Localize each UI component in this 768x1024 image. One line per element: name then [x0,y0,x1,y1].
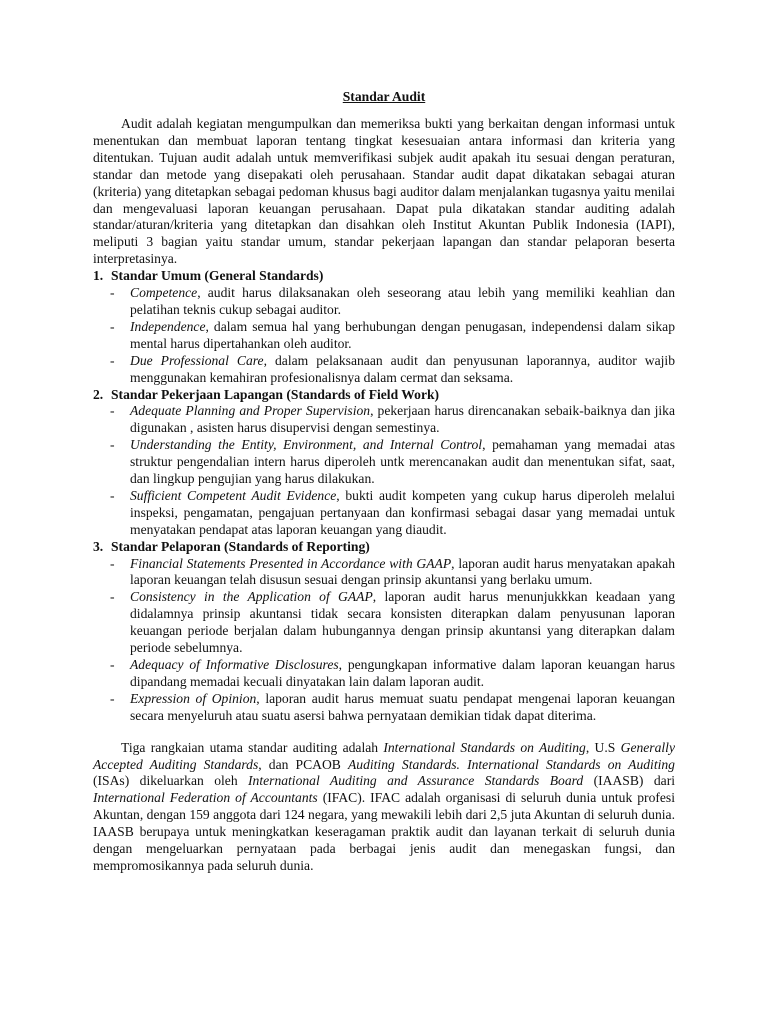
closing-italic: International Standards on Auditing [383,739,586,755]
item-term: Consistency in the Application of GAAP [130,589,373,605]
section-number: 1. [93,268,104,284]
item-term: Sufficient Competent Audit Evidence [130,487,337,503]
dash-bullet: - [110,487,115,503]
item-text: , laporan audit harus menunjukkkan keadaan yang didalamnya prinsip akuntansi tidak secara konsisten diterapkan dalam penyusunan laporan keuangan periode berjalan dalam hubungannya dengan prinsip akuntansi yang diterapkan dalam periode sebelumnya. [130,589,675,656]
dash-bullet: - [110,352,115,368]
item-text: , pekerjaan harus direncanakan sebaik-baiknya dan jika digunakan , asisten harus disupervisi dengan semestinya. [130,403,675,436]
list-item [93,556,675,590]
dash-bullet: - [110,555,115,571]
item-term: Financial Statements Presented in Accordance with GAAP [130,555,452,571]
document-body [93,116,675,875]
item-text: , pengungkapan informative dalam laporan keuangan harus dipandang memadai kecuali dinyatakan lain dalam laporan audit. [130,657,675,689]
closing-text: (ISAs) dikeluarkan oleh [93,773,249,789]
section-heading [93,387,675,404]
section-general-standards [93,268,675,386]
dash-bullet: - [110,285,115,301]
section-heading [93,539,675,556]
closing-italic: International Federation of Accountants [93,790,318,806]
section-title: Standar Umum (General Standards) [111,268,324,284]
item-text: , bukti audit kompeten yang cukup harus diperoleh melalui inspeksi, pengamatan, pengajuan pertanyaan dan konfirmasi sebagai dasar yang memadai untuk menyatakan pendapat atas laporan keuangan yang diaudit. [130,487,675,537]
dash-bullet: - [110,690,115,706]
closing-italic: Auditing Standards. International Standards on Auditing [347,756,675,772]
list-item [93,589,675,657]
section-list [93,556,675,725]
closing-text: Tiga rangkaian utama standar auditing adalah [121,739,384,755]
list-item [93,403,675,437]
intro-paragraph: Audit adalah kegiatan mengumpulkan dan memeriksa bukti yang berkaitan dengan informasi untuk menentukan dan membuat laporan tentang tingkat kesesuaian antara informasi dan kriteria yang ditentukan. Tujuan audit adalah untuk memverifikasi subjek audit apakah itu sesuai dengan peraturan, standar dan metode yang disepakati oleh perusahaan. Standar audit dapat dikatakan sebagai aturan (kriteria) yang ditetapkan sebagai pedoman khusus bagi auditor dalam menjalankan tugasnya yaitu menilai dan mengevaluasi laporan keuangan perusahaan. Dapat pula dikatakan standar auditing adalah standar/aturan/kriteria yang ditetapkan dan disahkan oleh Institut Akuntan Publik Indonesia (IAPI), meliputi 3 bagian yaitu standar umum, standar pekerjaan lapangan dan standar pelaporan beserta interpretasinya. [93,116,675,267]
section-list [93,403,675,538]
closing-text: (IFAC). IFAC adalah organisasi di seluruh dunia untuk profesi Akuntan, dengan 159 anggota dari 124 negara, yang mewakili lebih dari 2,5 juta Akuntan di seluruh dunia. IAASB berupaya untuk meningkatkan keseragaman praktik audit dan layanan terkait di seluruh dunia dengan mengeluarkan pernyataan pada berbagai jenis audit dan menegaskan fungsi, dan mempromosikannya pada seluruh dunia. [93,790,675,873]
dash-bullet: - [110,589,115,605]
item-term: Due Professional Care [130,352,264,368]
closing-paragraph [93,740,675,875]
list-item [93,319,675,353]
dash-bullet: - [110,437,115,453]
list-item [93,437,675,488]
list-item [93,691,675,725]
item-text: , pemahaman yang memadai atas struktur pengendalian intern harus diperoleh untk merencanakan audit dan menentukan sifat, saat, dan lingkup pengujian yang harus dilakukan. [130,437,675,487]
section-title: Standar Pelaporan (Standards of Reporting) [111,538,370,554]
item-term: Understanding the Entity, Environment, and Internal Control [130,437,483,453]
item-term: Expression of Opinion [130,690,257,706]
section-number: 3. [93,538,104,554]
paragraph-gap [93,725,675,740]
section-reporting-standards [93,539,675,725]
closing-text: , U.S [585,739,621,755]
section-field-work-standards [93,387,675,539]
item-text: , laporan audit harus menyatakan apakah laporan keuangan telah disusun sesuai dengan prinsip akuntansi yang berlaku umum. [130,555,675,588]
item-text: , audit harus dilaksanakan oleh seseorang atau lebih yang memiliki keahlian dan pelatihan teknis cukup sebagai auditor. [130,285,675,317]
dash-bullet: - [110,318,115,334]
item-term: Competence [130,285,198,301]
section-number: 2. [93,386,104,402]
dash-bullet: - [110,403,115,419]
dash-bullet: - [110,657,115,672]
list-item [93,353,675,387]
section-title: Standar Pekerjaan Lapangan (Standards of Field Work) [111,386,440,402]
closing-text: (IAASB) dari [583,773,675,789]
item-term: Adequate Planning and Proper Supervision [130,403,371,419]
section-list [93,285,675,386]
item-text: , laporan audit harus memuat suatu pendapat mengenai laporan keuangan secara menyeluruh atau suatu asersi bahwa pernyataan demikian tidak dapat diterima. [130,690,675,723]
item-term: Adequacy of Informative Disclosures [130,657,339,672]
list-item [93,285,675,319]
item-term: Independence [130,318,206,334]
item-text: , dalam pelaksanaan audit dan penyusunan laporannya, auditor wajib menggunakan kemahiran profesionalisnya dalam cermat dan seksama. [130,352,675,385]
list-item [93,657,675,691]
item-text: , dalam semua hal yang berhubungan dengan penugasan, independensi dalam sikap mental harus dipertahankan oleh auditor. [130,318,675,351]
closing-text: , dan PCAOB [258,756,348,772]
closing-italic: Generally Accepted Auditing Standards [93,739,675,772]
section-heading [93,268,675,285]
document-title: Standar Audit [342,89,426,104]
list-item [93,488,675,539]
closing-italic: International Auditing and Assurance Standards Board [248,773,584,789]
